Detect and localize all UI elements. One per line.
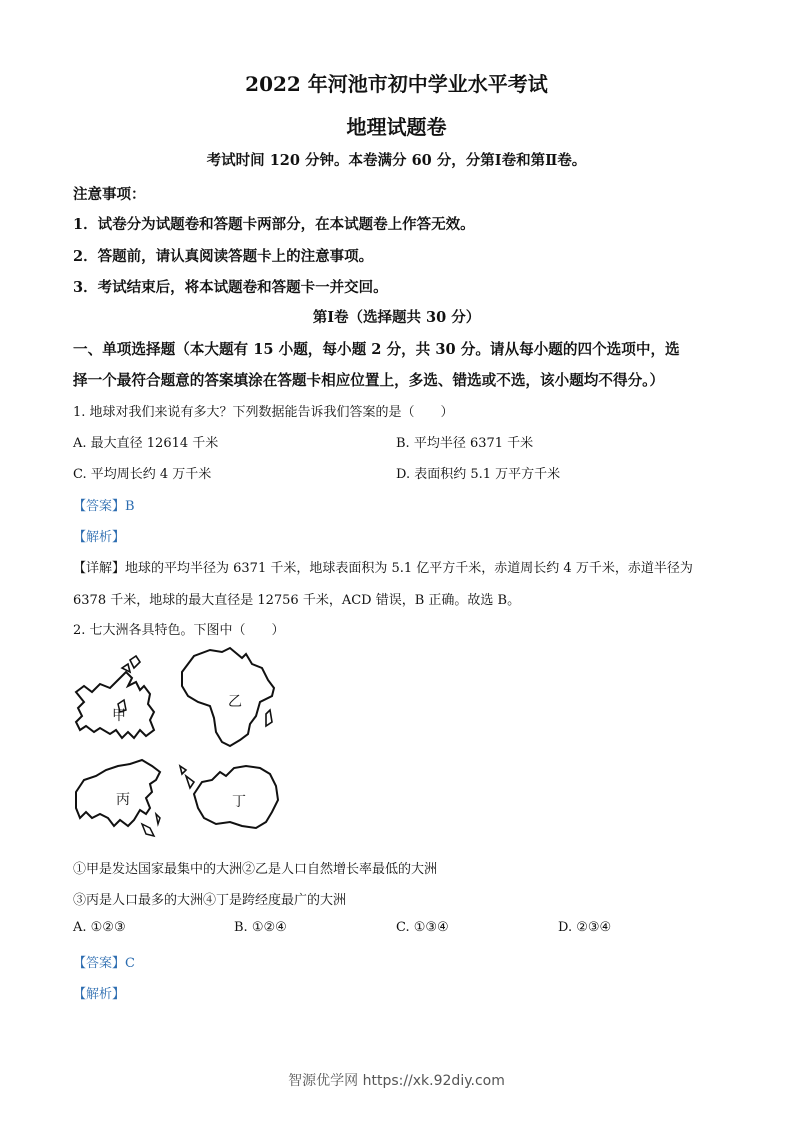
q2-statement-2: ③丙是人口最多的大洲④丁是跨经度最广的大洲: [73, 893, 347, 908]
note-item-2: 2．答题前，请认真阅读答题卡上的注意事项。: [73, 248, 374, 265]
q1-option-d: D. 表面积约 5.1 万平方千米: [396, 467, 561, 482]
exam-title: 2022 年河池市初中学业水平考试: [245, 72, 548, 96]
footer-watermark[interactable]: 智源优学网 https://xk.92diy.com: [288, 1073, 505, 1089]
note-item-1: 1．试卷分为试题卷和答题卡两部分，在本试题卷上作答无效。: [73, 216, 475, 233]
q1-detail-line-2: 6378 千米，地球的最大直径是 12756 千米，ACD 错误，B 正确。故选 B。: [73, 593, 521, 608]
q1-detail-line-1: 【详解】地球的平均半径为 6371 千米，地球表面积为 5.1 亿平方千米，赤道周长约 4 万千米，赤道半径为: [73, 561, 693, 576]
notes-heading: 注意事项：: [73, 186, 146, 203]
q2-statement-1: ①甲是发达国家最集中的大洲②乙是人口自然增长率最低的大洲: [73, 862, 438, 877]
q2-analysis-label: 【解析】: [73, 987, 126, 1002]
q2-stem: 2. 七大洲各具特色。下图中（ ）: [73, 623, 285, 638]
map-label-ding: 丁: [232, 794, 246, 810]
map-label-bing: 丙: [116, 792, 130, 808]
section-instruction-2: 择一个最符合题意的答案填涂在答题卡相应位置上，多选、错选或不选，该小题均不得分。）: [73, 372, 665, 389]
section-instruction-1: 一、单项选择题（本大题有 15 小题，每小题 2 分，共 30 分。请从每小题的四个选项中，选: [73, 341, 680, 358]
section-title: 第Ⅰ卷（选择题共 30 分）: [312, 309, 481, 326]
q1-stem: 1. 地球对我们来说有多大？下列数据能告诉我们答案的是（ ）: [73, 405, 454, 420]
q1-answer: 【答案】B: [73, 499, 135, 514]
paper-subtitle: 地理试题卷: [346, 115, 447, 139]
note-item-3: 3．考试结束后，将本试题卷和答题卡一并交回。: [73, 279, 388, 296]
exam-info: 考试时间 120 分钟。本卷满分 60 分，分第Ⅰ卷和第Ⅱ卷。: [206, 152, 587, 169]
asia-map: [76, 760, 160, 836]
antarctica-map: [180, 766, 278, 828]
q1-option-c: C. 平均周长约 4 万千米: [73, 467, 212, 482]
continents-map-figure: [70, 642, 290, 842]
map-label-jia: 甲: [112, 708, 126, 724]
q2-option-d: D. ②③④: [558, 920, 612, 935]
q2-option-c: C. ①③④: [396, 920, 449, 935]
q2-answer: 【答案】C: [73, 956, 135, 971]
map-label-yi: 乙: [228, 694, 242, 710]
q1-analysis-label: 【解析】: [73, 530, 126, 545]
q1-option-b: B. 平均半径 6371 千米: [396, 436, 534, 451]
europe-map: [76, 656, 154, 738]
africa-map: [182, 648, 274, 746]
q2-option-b: B. ①②④: [234, 920, 287, 935]
q1-option-a: A. 最大直径 12614 千米: [73, 436, 219, 451]
q2-option-a: A. ①②③: [73, 920, 126, 935]
